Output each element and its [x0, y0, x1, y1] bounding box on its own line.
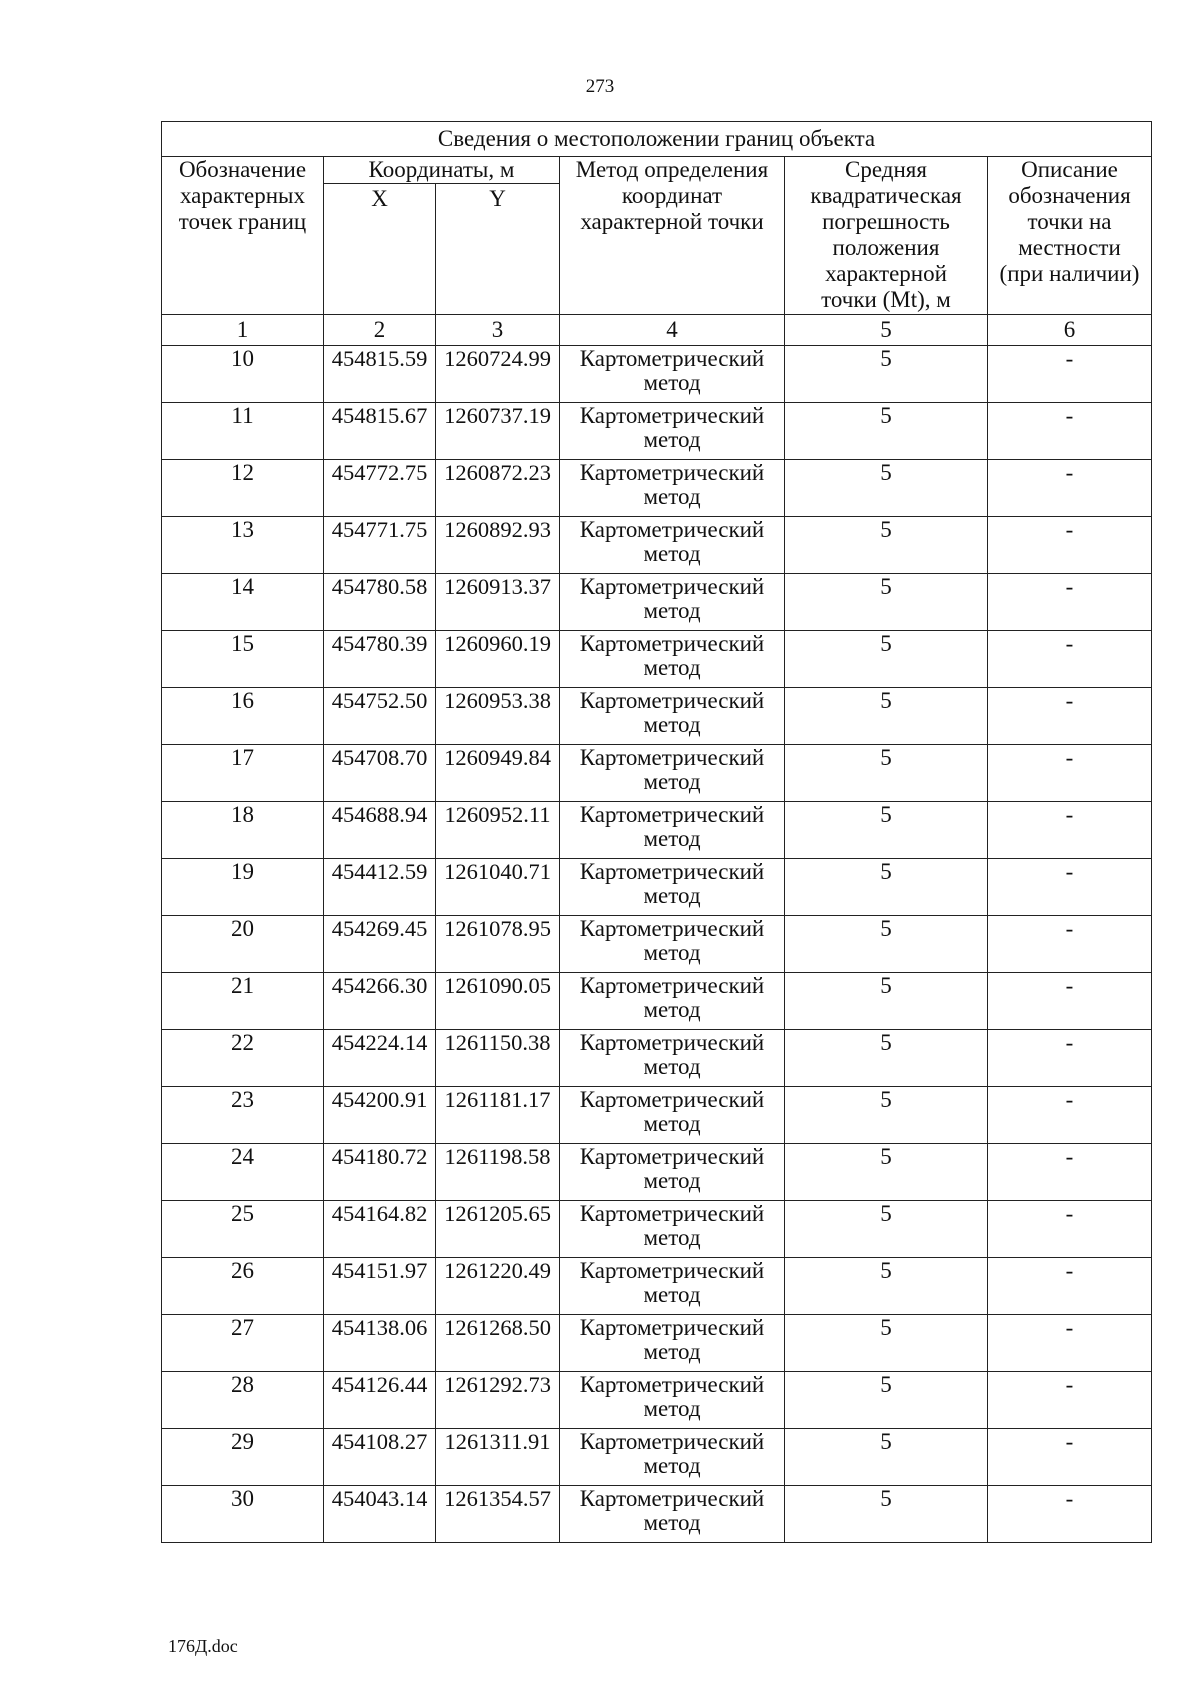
table-row: [162, 859, 1152, 916]
description-cell: -: [988, 1372, 1152, 1429]
error-cell: 5: [785, 1315, 988, 1372]
method-cell: Картометрический метод: [560, 916, 785, 973]
table-row: [162, 574, 1152, 631]
table-row: [162, 745, 1152, 802]
x-cell: 454180.72: [324, 1144, 436, 1201]
error-cell: 5: [785, 688, 988, 745]
point-cell: 10: [162, 346, 324, 403]
boundary-coordinates-table: [161, 121, 1152, 1543]
description-cell: -: [988, 1258, 1152, 1315]
error-cell: 5: [785, 574, 988, 631]
point-cell: 30: [162, 1486, 324, 1543]
x-cell: 454688.94: [324, 802, 436, 859]
header-coordinates: Координаты, м: [324, 157, 560, 184]
method-cell: Картометрический метод: [560, 460, 785, 517]
table-row: [162, 916, 1152, 973]
point-cell: 17: [162, 745, 324, 802]
point-cell: 23: [162, 1087, 324, 1144]
point-cell: 11: [162, 403, 324, 460]
point-cell: 15: [162, 631, 324, 688]
table-body: [162, 346, 1152, 1543]
table-row: [162, 1315, 1152, 1372]
description-cell: -: [988, 973, 1152, 1030]
footer-filename: 176Д.doc: [168, 1636, 238, 1656]
column-number: 1: [162, 315, 324, 346]
y-cell: 1260952.11: [436, 802, 560, 859]
point-cell: 16: [162, 688, 324, 745]
point-cell: 12: [162, 460, 324, 517]
point-cell: 13: [162, 517, 324, 574]
table-row: [162, 1201, 1152, 1258]
description-cell: -: [988, 631, 1152, 688]
point-cell: 20: [162, 916, 324, 973]
error-cell: 5: [785, 745, 988, 802]
method-cell: Картометрический метод: [560, 859, 785, 916]
description-cell: -: [988, 745, 1152, 802]
error-cell: 5: [785, 973, 988, 1030]
table-row: [162, 1030, 1152, 1087]
header-error: Средняя квадратическая погрешность положения характерной точки (Mt), м: [785, 157, 988, 315]
method-cell: Картометрический метод: [560, 802, 785, 859]
description-cell: -: [988, 802, 1152, 859]
y-cell: 1261181.17: [436, 1087, 560, 1144]
method-cell: Картометрический метод: [560, 1201, 785, 1258]
description-cell: -: [988, 346, 1152, 403]
header-method: Метод определения координат характерной точки: [560, 157, 785, 315]
description-cell: -: [988, 1486, 1152, 1543]
point-cell: 14: [162, 574, 324, 631]
error-cell: 5: [785, 859, 988, 916]
error-cell: 5: [785, 1030, 988, 1087]
y-cell: 1260953.38: [436, 688, 560, 745]
table-title: Сведения о местоположении границ объекта: [162, 122, 1152, 157]
table-row: [162, 1486, 1152, 1543]
method-cell: Картометрический метод: [560, 1144, 785, 1201]
table-row: [162, 460, 1152, 517]
x-cell: 454772.75: [324, 460, 436, 517]
description-cell: -: [988, 574, 1152, 631]
x-cell: 454043.14: [324, 1486, 436, 1543]
y-cell: 1261311.91: [436, 1429, 560, 1486]
y-cell: 1261205.65: [436, 1201, 560, 1258]
table-row: [162, 1144, 1152, 1201]
header-y: Y: [436, 184, 560, 315]
x-cell: 454138.06: [324, 1315, 436, 1372]
table-row: [162, 1258, 1152, 1315]
x-cell: 454266.30: [324, 973, 436, 1030]
error-cell: 5: [785, 1486, 988, 1543]
description-cell: -: [988, 460, 1152, 517]
point-cell: 26: [162, 1258, 324, 1315]
error-cell: 5: [785, 1201, 988, 1258]
method-cell: Картометрический метод: [560, 403, 785, 460]
method-cell: Картометрический метод: [560, 346, 785, 403]
method-cell: Картометрический метод: [560, 1372, 785, 1429]
y-cell: 1261268.50: [436, 1315, 560, 1372]
table-row: [162, 1372, 1152, 1429]
column-number: 5: [785, 315, 988, 346]
y-cell: 1260913.37: [436, 574, 560, 631]
y-cell: 1261150.38: [436, 1030, 560, 1087]
method-cell: Картометрический метод: [560, 574, 785, 631]
point-cell: 28: [162, 1372, 324, 1429]
description-cell: -: [988, 1429, 1152, 1486]
x-cell: 454771.75: [324, 517, 436, 574]
error-cell: 5: [785, 916, 988, 973]
description-cell: -: [988, 517, 1152, 574]
error-cell: 5: [785, 1144, 988, 1201]
point-cell: 27: [162, 1315, 324, 1372]
description-cell: -: [988, 1030, 1152, 1087]
point-cell: 19: [162, 859, 324, 916]
table-row: [162, 802, 1152, 859]
column-number: 2: [324, 315, 436, 346]
method-cell: Картометрический метод: [560, 1429, 785, 1486]
x-cell: 454780.58: [324, 574, 436, 631]
description-cell: -: [988, 403, 1152, 460]
description-cell: -: [988, 1087, 1152, 1144]
x-cell: 454126.44: [324, 1372, 436, 1429]
method-cell: Картометрический метод: [560, 745, 785, 802]
method-cell: Картометрический метод: [560, 1486, 785, 1543]
table-row: [162, 346, 1152, 403]
x-cell: 454752.50: [324, 688, 436, 745]
error-cell: 5: [785, 1429, 988, 1486]
column-number: 3: [436, 315, 560, 346]
error-cell: 5: [785, 1258, 988, 1315]
x-cell: 454412.59: [324, 859, 436, 916]
error-cell: 5: [785, 802, 988, 859]
column-number: 4: [560, 315, 785, 346]
y-cell: 1261292.73: [436, 1372, 560, 1429]
header-description: Описание обозначения точки на местности (при наличии): [988, 157, 1152, 315]
y-cell: 1260892.93: [436, 517, 560, 574]
point-cell: 25: [162, 1201, 324, 1258]
y-cell: 1261090.05: [436, 973, 560, 1030]
x-cell: 454164.82: [324, 1201, 436, 1258]
table-row: [162, 688, 1152, 745]
point-cell: 24: [162, 1144, 324, 1201]
y-cell: 1260949.84: [436, 745, 560, 802]
header-point: Обозначение характерных точек границ: [162, 157, 324, 315]
error-cell: 5: [785, 1372, 988, 1429]
x-cell: 454269.45: [324, 916, 436, 973]
table-row: [162, 403, 1152, 460]
table-row: [162, 517, 1152, 574]
description-cell: -: [988, 859, 1152, 916]
y-cell: 1261354.57: [436, 1486, 560, 1543]
table-row: [162, 1087, 1152, 1144]
table-row: [162, 631, 1152, 688]
y-cell: 1260724.99: [436, 346, 560, 403]
column-number: 6: [988, 315, 1152, 346]
y-cell: 1261220.49: [436, 1258, 560, 1315]
x-cell: 454815.67: [324, 403, 436, 460]
error-cell: 5: [785, 460, 988, 517]
error-cell: 5: [785, 517, 988, 574]
column-number-row: [162, 315, 1152, 346]
point-cell: 29: [162, 1429, 324, 1486]
table-row: [162, 973, 1152, 1030]
method-cell: Картометрический метод: [560, 1315, 785, 1372]
x-cell: 454200.91: [324, 1087, 436, 1144]
method-cell: Картометрический метод: [560, 1030, 785, 1087]
x-cell: 454224.14: [324, 1030, 436, 1087]
description-cell: -: [988, 688, 1152, 745]
y-cell: 1260737.19: [436, 403, 560, 460]
description-cell: -: [988, 916, 1152, 973]
method-cell: Картометрический метод: [560, 688, 785, 745]
point-cell: 22: [162, 1030, 324, 1087]
error-cell: 5: [785, 346, 988, 403]
page-number: 273: [585, 76, 615, 97]
method-cell: Картометрический метод: [560, 631, 785, 688]
point-cell: 21: [162, 973, 324, 1030]
method-cell: Картометрический метод: [560, 1258, 785, 1315]
y-cell: 1260872.23: [436, 460, 560, 517]
error-cell: 5: [785, 1087, 988, 1144]
x-cell: 454108.27: [324, 1429, 436, 1486]
y-cell: 1261078.95: [436, 916, 560, 973]
x-cell: 454780.39: [324, 631, 436, 688]
x-cell: 454815.59: [324, 346, 436, 403]
x-cell: 454708.70: [324, 745, 436, 802]
description-cell: -: [988, 1201, 1152, 1258]
y-cell: 1261040.71: [436, 859, 560, 916]
method-cell: Картометрический метод: [560, 517, 785, 574]
description-cell: -: [988, 1315, 1152, 1372]
x-cell: 454151.97: [324, 1258, 436, 1315]
header-x: X: [324, 184, 436, 315]
table-row: [162, 1429, 1152, 1486]
description-cell: -: [988, 1144, 1152, 1201]
error-cell: 5: [785, 631, 988, 688]
y-cell: 1260960.19: [436, 631, 560, 688]
method-cell: Картометрический метод: [560, 973, 785, 1030]
point-cell: 18: [162, 802, 324, 859]
method-cell: Картометрический метод: [560, 1087, 785, 1144]
error-cell: 5: [785, 403, 988, 460]
y-cell: 1261198.58: [436, 1144, 560, 1201]
